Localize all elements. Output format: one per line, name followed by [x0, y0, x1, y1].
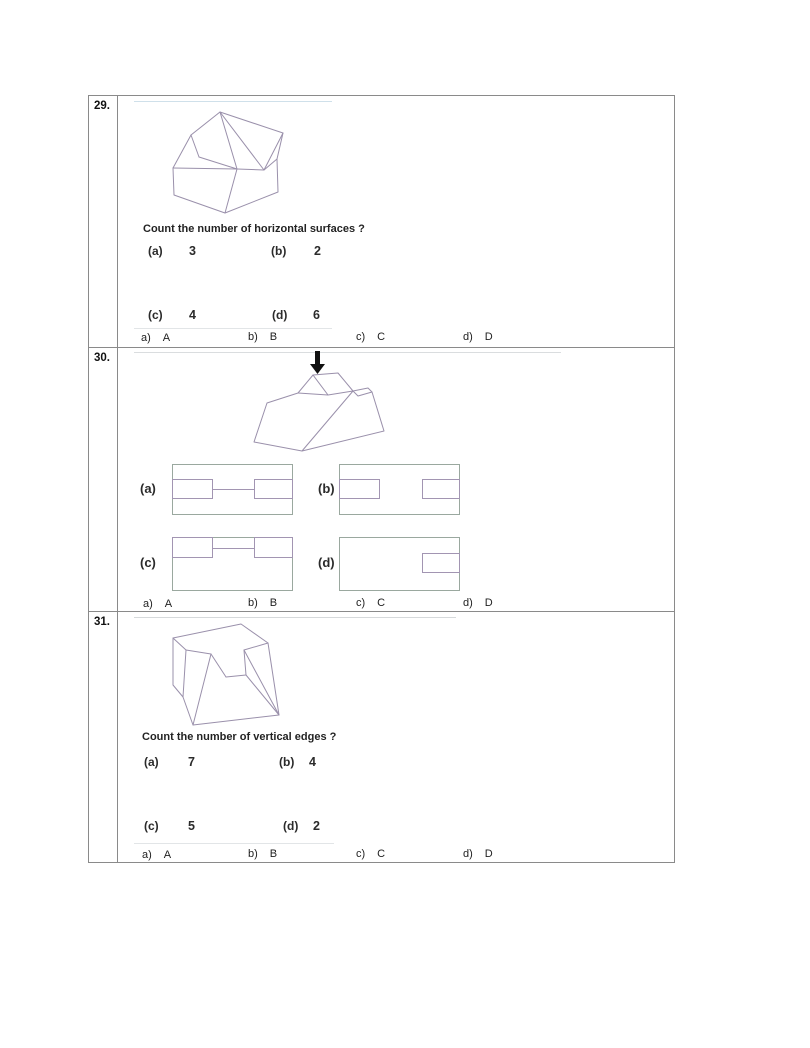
- diagram-d-label: (d): [318, 555, 335, 570]
- question-number: 29.: [94, 100, 110, 112]
- question-number-cell: [89, 96, 118, 347]
- answer-key: b): [248, 597, 258, 609]
- choice-b-label: (b): [271, 244, 287, 258]
- choice-b-value: 2: [314, 244, 321, 258]
- choice-c-value: 4: [189, 308, 196, 322]
- diagram-a-label: (a): [140, 481, 156, 496]
- diagram-b-label: (b): [318, 481, 335, 496]
- choice-a-label: (a): [144, 755, 159, 769]
- image-artifact-line: [134, 328, 332, 329]
- answer-value: C: [377, 331, 386, 343]
- top-view-option-b-right-slot: [422, 479, 460, 499]
- choice-a-value: 3: [189, 244, 196, 258]
- question-content: [118, 612, 674, 862]
- answer-option-a[interactable]: [141, 332, 170, 344]
- notched-cube-figure: [161, 615, 291, 735]
- image-artifact-line: [134, 352, 561, 353]
- answer-option-b[interactable]: [248, 848, 277, 860]
- top-view-option-c-left-slot: [172, 537, 213, 558]
- answer-value: D: [484, 331, 493, 343]
- answer-key: b): [248, 848, 258, 860]
- choice-c-label: (c): [148, 308, 163, 322]
- answer-key: a): [143, 598, 153, 610]
- question-row-29: [89, 96, 674, 347]
- choice-d-value: 2: [313, 819, 320, 833]
- choice-a-label: (a): [148, 244, 163, 258]
- question-number-cell: [89, 348, 118, 611]
- question-row-30: [89, 347, 674, 611]
- top-view-option-c-right-slot: [254, 537, 293, 558]
- answer-value: D: [484, 848, 493, 860]
- question-number: 30.: [94, 352, 110, 364]
- answer-option-d[interactable]: [463, 848, 493, 860]
- top-view-option-c-connector: [213, 548, 254, 549]
- question-content: [118, 348, 674, 611]
- answer-value: A: [162, 332, 171, 344]
- choice-c-value: 5: [188, 819, 195, 833]
- answer-value: C: [377, 848, 386, 860]
- answer-key: b): [248, 331, 258, 343]
- answer-value: B: [269, 597, 278, 609]
- diagram-c-label: (c): [140, 555, 156, 570]
- answer-option-a[interactable]: [143, 598, 172, 610]
- question-number: 31.: [94, 616, 110, 628]
- choice-a-value: 7: [188, 755, 195, 769]
- answer-key: c): [356, 597, 366, 609]
- answer-value: B: [269, 848, 278, 860]
- image-artifact-line: [134, 843, 334, 844]
- questions-table: [88, 95, 675, 863]
- choice-c-label: (c): [144, 819, 159, 833]
- choice-d-label: (d): [283, 819, 299, 833]
- answer-key: a): [142, 849, 152, 861]
- choice-b-label: (b): [279, 755, 295, 769]
- answer-value: B: [269, 331, 278, 343]
- answer-key: c): [356, 848, 366, 860]
- answer-key: a): [141, 332, 151, 344]
- answer-key: d): [463, 597, 473, 609]
- answer-option-c[interactable]: [356, 848, 385, 860]
- wedge-solid-figure: [251, 360, 391, 455]
- question-row-31: [89, 611, 674, 862]
- top-view-option-a-connector: [213, 489, 254, 490]
- choice-b-value: 4: [309, 755, 316, 769]
- question-content: [118, 96, 674, 347]
- answer-option-c[interactable]: [356, 331, 385, 343]
- top-view-option-d-right-slot: [422, 553, 460, 573]
- answer-key: d): [463, 331, 473, 343]
- answer-value: A: [164, 598, 173, 610]
- choice-d-label: (d): [272, 308, 288, 322]
- answer-option-c[interactable]: [356, 597, 385, 609]
- top-view-option-a-left-slot: [172, 479, 213, 499]
- answer-option-b[interactable]: [248, 597, 277, 609]
- answer-option-d[interactable]: [463, 597, 493, 609]
- answer-value: A: [163, 849, 172, 861]
- top-view-option-a-right-slot: [254, 479, 293, 499]
- answer-option-b[interactable]: [248, 331, 277, 343]
- top-view-option-b-left-slot: [339, 479, 380, 499]
- choice-d-value: 6: [313, 308, 320, 322]
- answer-value: C: [377, 597, 386, 609]
- question-number-cell: [89, 612, 118, 862]
- answer-value: D: [484, 597, 493, 609]
- answer-option-d[interactable]: [463, 331, 493, 343]
- answer-key: d): [463, 848, 473, 860]
- question-prompt: Count the number of vertical edges ?: [142, 731, 337, 743]
- house-solid-figure: [151, 101, 301, 226]
- question-prompt: Count the number of horizontal surfaces ?: [143, 223, 365, 235]
- answer-key: c): [356, 331, 366, 343]
- answer-option-a[interactable]: [142, 849, 171, 861]
